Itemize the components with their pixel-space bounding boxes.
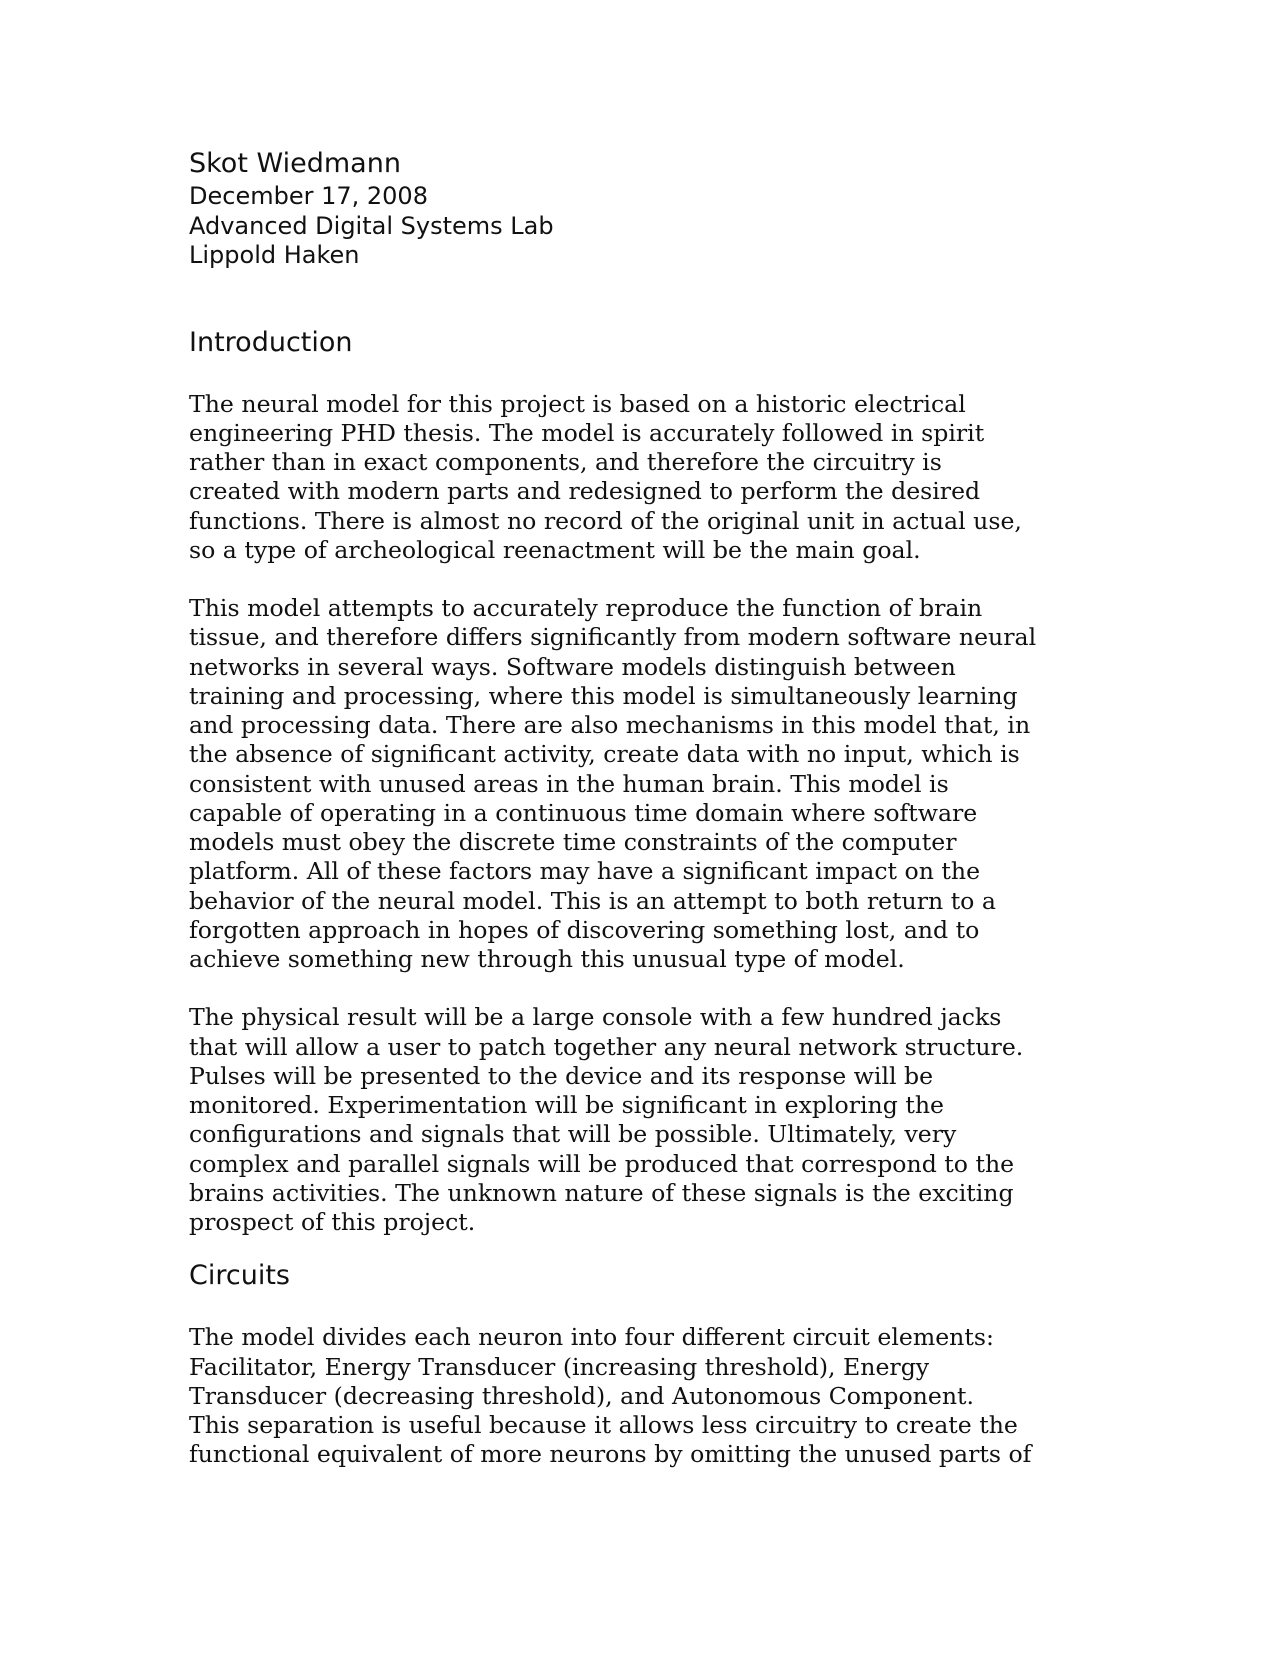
section-heading-introduction: Introduction	[189, 326, 353, 358]
author-name: Skot Wiedmann	[189, 148, 401, 179]
circuits-paragraph-1: The model divides each neuron into four different circuit elements: Facilitator, Energy Transducer (increasing threshold), Energy Transducer (decreasing threshold), and Autonomous Component. This separation is useful because it allows less circuitry to create the functional equivalent of more neurons by omitting the unused parts of	[189, 1323, 1032, 1469]
instructor-name: Lippold Haken	[189, 241, 360, 269]
introduction-paragraph-1: The neural model for this project is based on a historic electrical engineering PHD thesis. The model is accurately followed in spirit rather than in exact components, and therefore the circuitry is created with modern parts and redesigned to perform the desired functions. There is almost no record of the original unit in actual use, so a type of archeological reenactment will be the main goal.	[189, 389, 1022, 564]
introduction-paragraph-2: This model attempts to accurately reproduce the function of brain tissue, and therefore differs significantly from modern software neural networks in several ways. Software models distinguish between training and processing, where this model is simultaneously learning and processing data. There are also mechanisms in this model that, in the absence of significant activity, create data with no input, which is consistent with unused areas in the human brain. This model is capable of operating in a continuous time domain where software models must obey the discrete time constraints of the computer platform. All of these factors may have a significant impact on the behavior of the neural model. This is an attempt to both return to a forgotten approach in hopes of discovering something lost, and to achieve something new through this unusual type of model.	[189, 594, 1037, 973]
header-block	[189, 146, 1109, 271]
page-content	[189, 146, 1109, 1470]
section-heading-circuits: Circuits	[189, 1260, 290, 1292]
document-date: December 17, 2008	[189, 182, 428, 210]
course-name: Advanced Digital Systems Lab	[189, 211, 554, 240]
introduction-paragraph-3: The physical result will be a large console with a few hundred jacks that will allow a user to patch together any neural network structure. Pulses will be presented to the device and its response will be monitored. Experimentation will be significant in exploring the configurations and signals that will be possible. Ultimately, very complex and parallel signals will be produced that correspond to the brains activities. The unknown nature of these signals is the exciting prospect of this project.	[189, 1003, 1024, 1236]
